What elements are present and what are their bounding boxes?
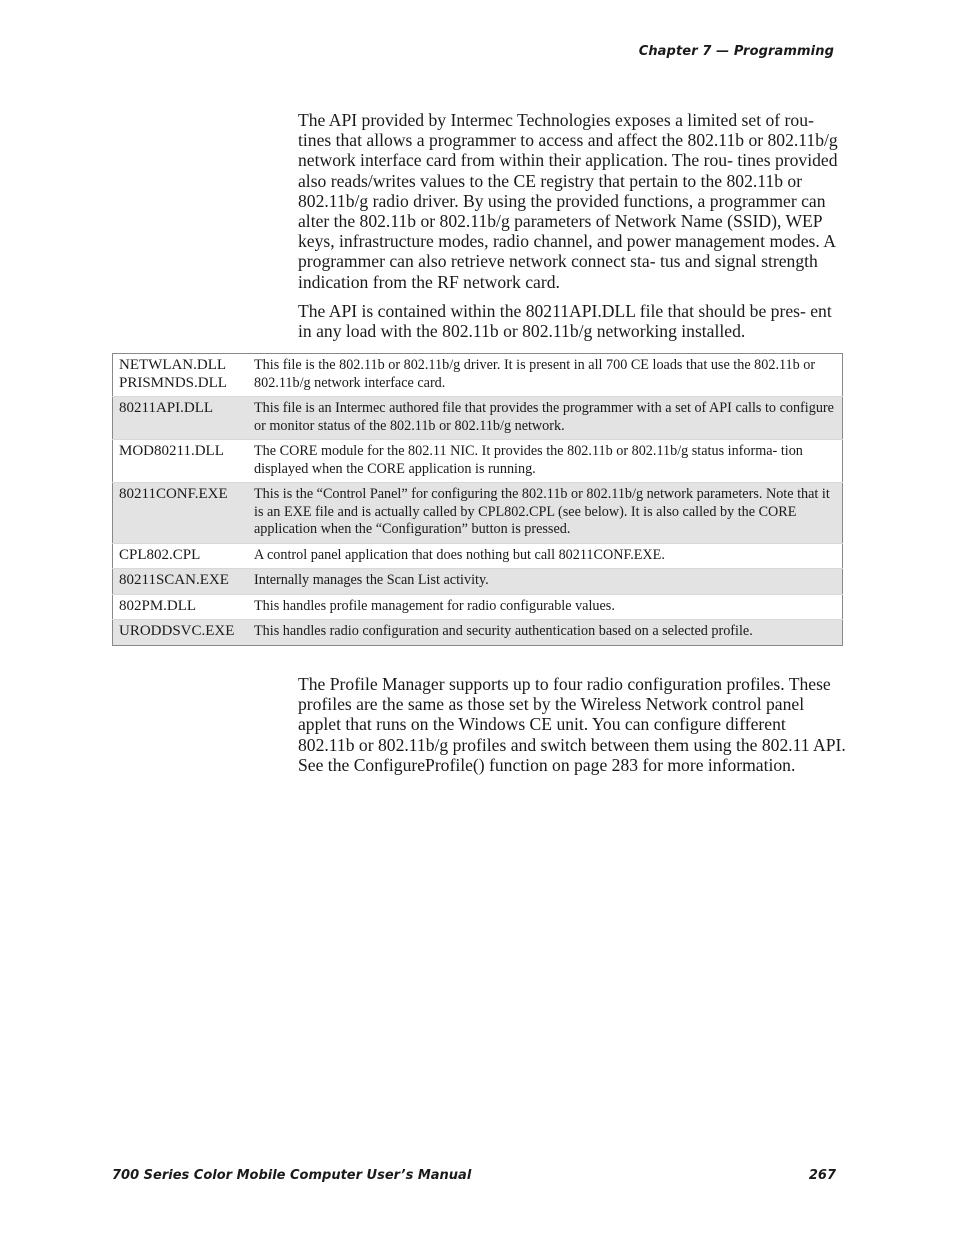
table-row: [113, 440, 843, 483]
running-head: Chapter 7 — Programming: [638, 44, 834, 59]
table-row: [113, 543, 843, 569]
file-description: Internally manages the Scan List activity.: [248, 569, 843, 595]
file-description: This is the “Control Panel” for configuring the 802.11b or 802.11b/g network parameters. Note that it is an EXE file and is actually called by CPL802.CPL (see below). It is also called by the CORE application when the “Configuration” button is pressed.: [248, 483, 843, 544]
file-description: This handles radio configuration and security authentication based on a selected profile.: [248, 620, 843, 646]
page-number: 267: [808, 1168, 836, 1183]
files-table: [112, 353, 843, 646]
table-row: [113, 569, 843, 595]
table-row: [113, 483, 843, 544]
table-row: [113, 594, 843, 620]
file-name: MOD80211.DLL: [113, 440, 249, 483]
intro-paragraph: The API provided by Intermec Technologies exposes a limited set of rou- tines that allows a programmer to access and affect the 802.11b or 802.11b/g network interface card from within their application. The rou- tines provided also reads/writes values to the CE registry that pertain to the 802.11b or 802.11b/g radio driver. By using the provided functions, a programmer can alter the 802.11b or 802.11b/g parameters of Network Name (SSID), WEP keys, infrastructure modes, radio channel, and power management modes. A programmer can also retrieve network connect sta- tus and signal strength indication from the RF network card.: [298, 110, 838, 292]
file-description: This file is the 802.11b or 802.11b/g driver. It is present in all 700 CE loads that use the 802.11b or 802.11b/g network interface card.: [248, 354, 843, 397]
table-row: [113, 620, 843, 646]
file-description: The CORE module for the 802.11 NIC. It provides the 802.11b or 802.11b/g status informa- tion displayed when the CORE application is running.: [248, 440, 843, 483]
dll-paragraph: The API is contained within the 80211API.DLL file that should be pres- ent in any load with the 802.11b or 802.11b/g networking installed.: [298, 301, 832, 342]
table-row: [113, 397, 843, 440]
file-name-cell: [113, 354, 249, 397]
profile-manager-paragraph: The Profile Manager supports up to four radio configuration profiles. These profiles are the same as those set by the Wireless Network control panel applet that runs on the Windows CE unit. You can configure different 802.11b or 802.11b/g profiles and switch between them using the 802.11 API. See the ConfigureProfile() function on page 283 for more information.: [298, 674, 846, 775]
file-name: CPL802.CPL: [113, 543, 249, 569]
file-name: NETWLAN.DLL: [119, 357, 227, 373]
file-name: PRISMNDS.DLL: [119, 374, 227, 391]
file-description: This file is an Intermec authored file that provides the programmer with a set of API calls to configure or monitor status of the 802.11b or 802.11b/g network.: [248, 397, 843, 440]
table-row: [113, 354, 843, 397]
footer-manual-title: 700 Series Color Mobile Computer User’s Manual: [112, 1168, 472, 1183]
file-name: 80211CONF.EXE: [113, 483, 249, 544]
file-name: 80211SCAN.EXE: [113, 569, 249, 595]
file-description: A control panel application that does nothing but call 80211CONF.EXE.: [248, 543, 843, 569]
file-name: URODDSVC.EXE: [113, 620, 249, 646]
file-name: 80211API.DLL: [113, 397, 249, 440]
file-description: This handles profile management for radio configurable values.: [248, 594, 843, 620]
file-name: 802PM.DLL: [113, 594, 249, 620]
